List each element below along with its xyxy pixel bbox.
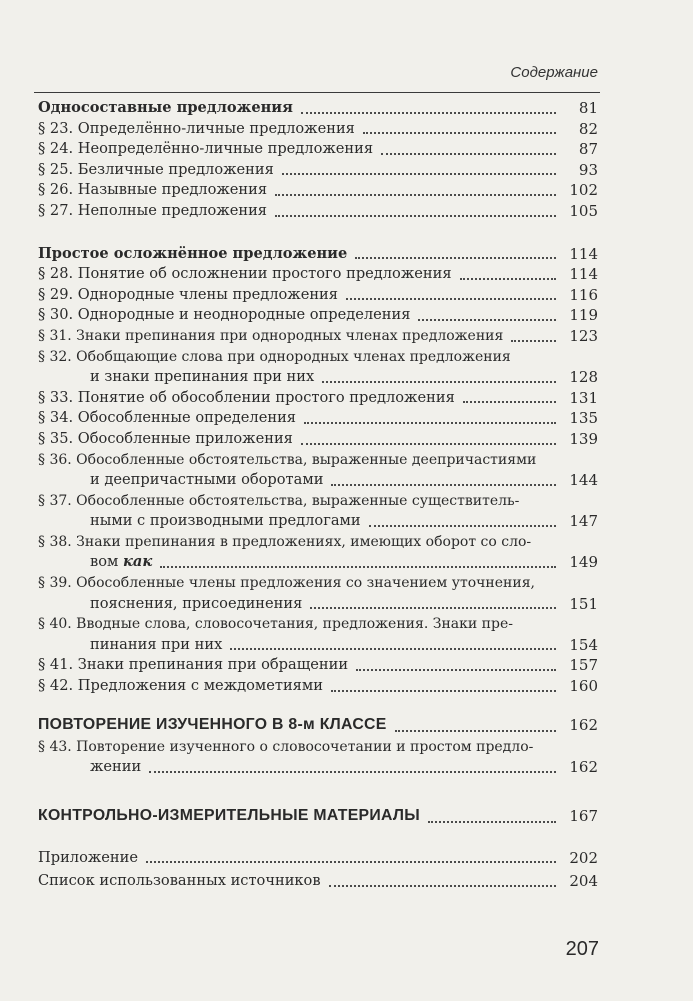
toc-section-complicated (38, 244, 598, 697)
toc-section-title[interactable]: Простое осложнённое предложение 114 (38, 244, 598, 263)
toc-entry-multiline[interactable]: § 43. Повторение изученного о словосочетании и простом предло- жении 162 (38, 738, 598, 777)
page-number: 207 (565, 938, 599, 960)
toc-section-review (38, 713, 598, 778)
toc-section-title[interactable]: ПОВТОРЕНИЕ ИЗУЧЕННОГО В 8-м КЛАССЕ 162 (38, 715, 598, 734)
toc-entry-appendix[interactable]: Приложение 202 (38, 848, 598, 867)
toc-entry[interactable]: § 29. Однородные члены предложения 116 (38, 285, 598, 304)
toc-section-title[interactable]: Односоставные предложения 81 (38, 99, 598, 117)
toc-entry-multiline[interactable]: § 38. Знаки препинания в предложениях, имеющих оборот со сло- вом как 149 (38, 533, 598, 572)
toc-entry-multiline[interactable]: § 32. Обобщающие слова при однородных членах предложения и знаки препинания при них 128 (38, 348, 598, 387)
toc-entry-multiline[interactable]: § 37. Обособленные обстоятельства, выраженные существитель- ными с производными предлогами 147 (38, 492, 598, 531)
toc-section-one-member (38, 98, 598, 222)
toc-entry-multiline[interactable]: § 40. Вводные слова, словосочетания, предложения. Знаки пре- пинания при них 154 (38, 616, 598, 654)
toc-entry[interactable]: § 42. Предложения с междометиями 160 (38, 677, 598, 696)
toc-entry[interactable]: § 23. Определённо-личные предложения 82 (38, 119, 598, 138)
toc-entry[interactable]: § 41. Знаки препинания при обращении 157 (38, 656, 598, 675)
toc-entry-multiline[interactable]: § 36. Обособленные обстоятельства, выраженные деепричастиями и деепричастными оборотами 144 (38, 451, 598, 490)
toc-entry[interactable]: § 27. Неполные предложения 105 (38, 201, 598, 220)
toc-entry[interactable]: § 31. Знаки препинания при однородных членах предложения 123 (38, 326, 598, 345)
toc-entry[interactable]: § 26. Назывные предложения 102 (38, 181, 598, 200)
toc-entry[interactable]: § 34. Обособленные определения 135 (38, 409, 598, 428)
toc-entry[interactable]: § 24. Неопределённо-личные предложения 87 (38, 140, 598, 159)
toc-entry[interactable]: § 35. Обособленные приложения 139 (38, 429, 598, 448)
dot-leader (301, 111, 556, 114)
toc-entry[interactable]: § 33. Понятие об обособлении простого предложения 131 (38, 388, 598, 407)
toc-entry[interactable]: § 25. Безличные предложения 93 (38, 160, 598, 179)
toc-entry[interactable]: § 28. Понятие об осложнении простого предложения 114 (38, 265, 598, 284)
toc-entry[interactable]: § 30. Однородные и неоднородные определения 119 (38, 306, 598, 325)
table-of-contents (38, 98, 598, 892)
toc-section-title-control[interactable]: КОНТРОЛЬНО-ИЗМЕРИТЕЛЬНЫЕ МАТЕРИАЛЫ 167 (38, 806, 598, 825)
toc-entry-multiline[interactable]: § 39. Обособленные члены предложения со значением уточнения, пояснения, присоединения 151 (38, 575, 598, 613)
toc-entry-sources[interactable]: Список использованных источников 204 (38, 872, 598, 891)
header-title: Содержание (510, 64, 598, 81)
running-header (34, 58, 600, 93)
